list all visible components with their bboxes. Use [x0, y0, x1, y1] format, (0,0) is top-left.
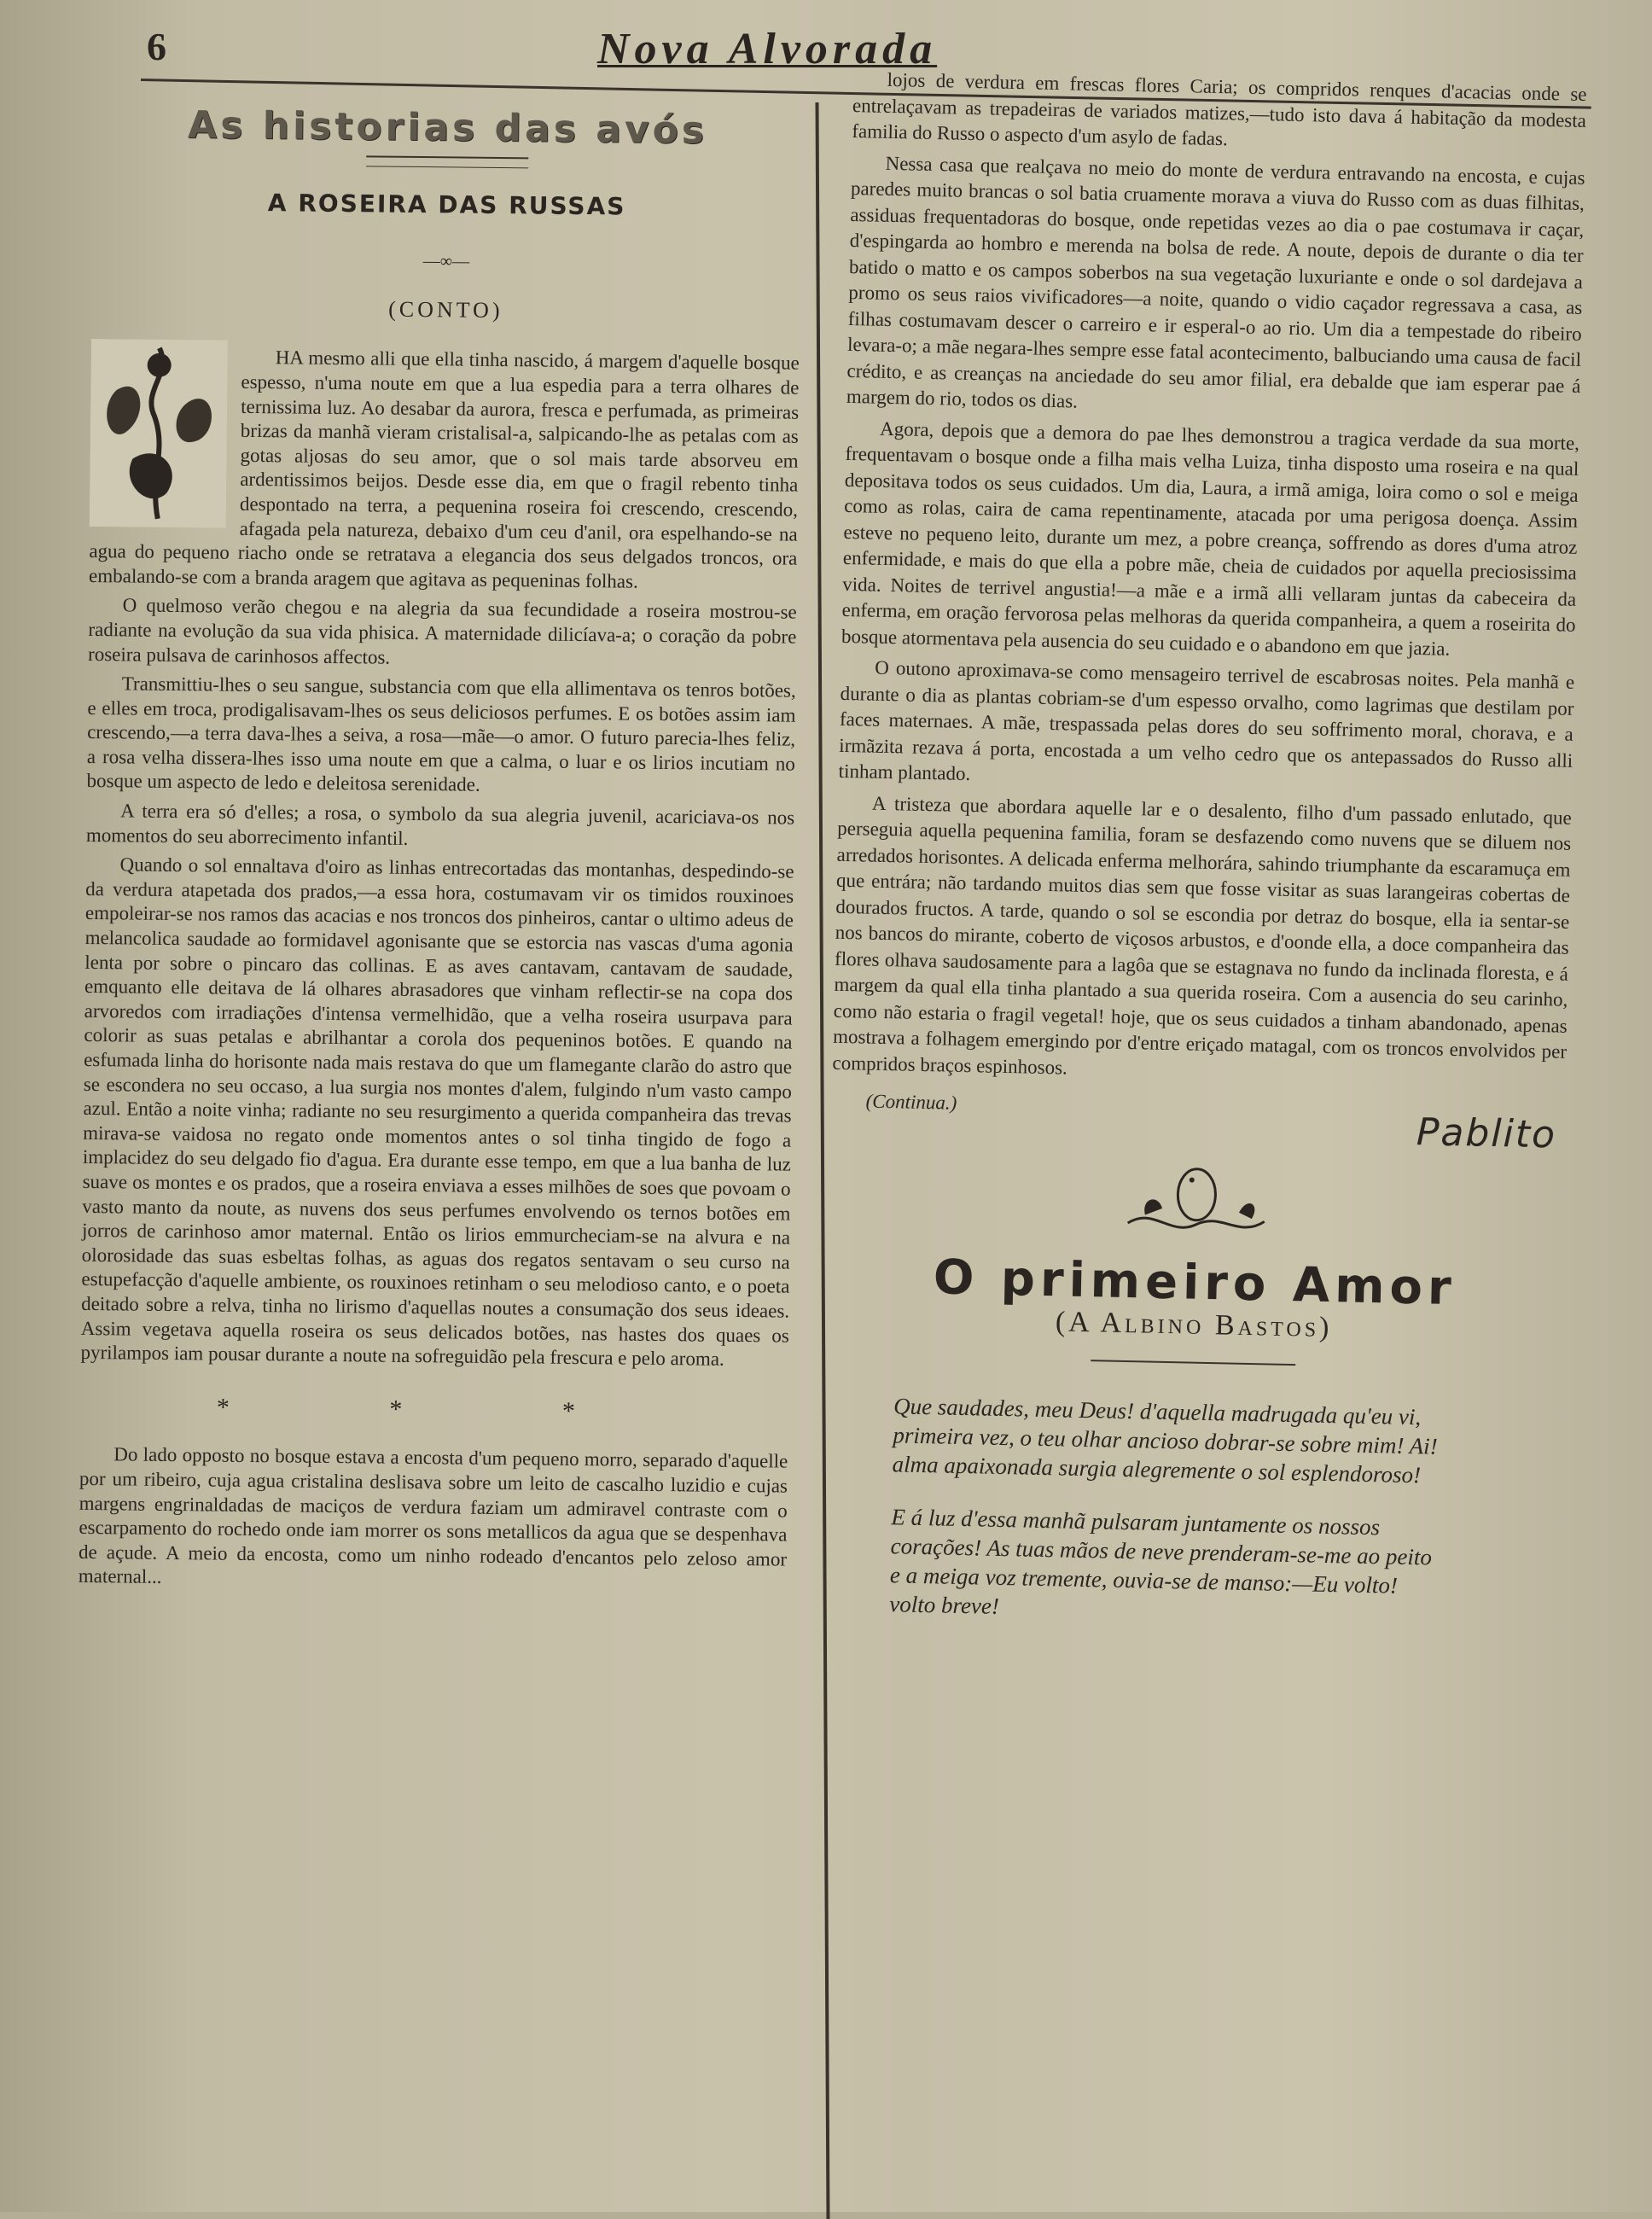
- story-genre: (CONTO): [388, 296, 503, 323]
- paragraph: A tristeza que abordara aquelle lar e o desalento, filho d'um passado enlutado, que perseguia aquella pequenina familia, foram se desfazendo como nuvens que se diluem nos arredados horisontes. A delicada enferma melhorára, sahindo triumphante da escaramuça em que entrára; não tardando muitos dias sem que fosse visitar as suas larangeiras cobertas de dourados fructos. A tarde, quando o sol se escondia por detraz do bosque, ella ia sentar-se nos bancos do mirante, coberto de viçosos arbustos, e d'oonde ella, a doce companheira das flores olhava saudosamente para a lagôa que se estagnava no fundo da inclinada floresta, e á margem da qual ella tinha plantado a sua querida roseira. Com a ausencia do seu carinho, como não estaria o fragil vegetal! hoje, que os seus cuidados a tinham abandonado, apenas mostrava a folhagem emergindo por d'entre eriçado matagal, com os troncos envolvidos per compridos braços espinhosos.: [832, 792, 1573, 1079]
- author-signature: Pablito: [1416, 1110, 1557, 1157]
- poem-rule: [1091, 1360, 1295, 1369]
- section-break: * * *: [216, 1393, 653, 1426]
- left-column: [79, 94, 802, 1601]
- masthead: Nova Alvorada: [597, 25, 938, 73]
- column-divider: [816, 102, 830, 2219]
- right-column: [820, 67, 1586, 1657]
- paragraph: Quando o sol ennaltava d'oiro as linhas entrecortadas das montanhas, despedindo-se da verdura atapetada dos prados,—a essa hora, costumavam vir os timidos rouxinoes empoleirar-se nos ramos das acacias e nos troncos dos pinheiros, cantar o ultimo adeus de melancolica saudade ao formidavel agonisante que se estorcia nas vascas d'uma agonia lenta por sobre o pincaro das collinas. E as aves cantavam, cantavam de saudade, emquanto elle deitava de lá olhares abrasadores que vinham reflectir-se na copa dos arvoredos com irradiações d'intensa vermelhidão, que a velha roseira usurpava para colorir as suas petalas e abrilhantar a corola dos pequeninos botões. E quando na esfumada linha do horisonte nada mais restava do que um flamegante clarão do astro que se escondera no seu occaso, a lua surgia nos montes d'alem, fulgindo n'um vasto campo azul. Então a noite vinha; radiante no seu resurgimento a querida companheira das trevas mirava-se vaidosa no regato onde momentos antes o sol tinha tingido de fogo a implacidez do seu delgado fio d'agua. Era durante esse tempo, em que a lua banha de luz suave os montes e os prados, que a roseira enviava a esses milhões de soes que povoam o vasto manto da noute, as nuvens dos seus perfumes envolvendo os ternos botões em jorros de carinhoso amor maternal. Então os lirios emmurcheciam-se na alvura e na olorosidade das suas esbeltas folhas, as aguas dos regatos sentavam o seu curso na estupefacção d'aquelle ambiente, os rouxinoes retinham o seu melodioso canto, e o poeta deitado sobre a relva, tinha no lirismo d'aquellas noutes a consumação dos seus ideaes. Assim vegetava aquella roseira os seus delicados botões, nas hastes dos quaes os pyrilampos iam pousar durante a noute na sofreguidão pela frescura e pelo aroma.: [80, 853, 794, 1370]
- poem-title: O primeiro Amor: [933, 1249, 1457, 1317]
- page-number: 6: [147, 25, 166, 68]
- rose-illustration-icon: [90, 339, 228, 528]
- paragraph: HA mesmo alli que ella tinha nascido, á margem d'aquelle bosque espesso, n'uma noute em que a lua espedia para a terra olhares de ternissima luz. Ao desabar da aurora, fresca e perfumada, as primeiras brizas da manhã vieram cristalisal-a, salpicando-lhe as petalas com as gotas aljosas do seu amor, que o sol mais tarde absorveu em ardentissimos beijos. Desde esse dia, em que o fragil rebento tinha despontado na terra, a pequenina roseira foi crescendo, crescendo, afagada pela natureza, debaixo d'um ceu d'anil, ora espelhando-se na agua do pequeno riacho onde se retratava a elegancia dos seus delgados troncos, ora embalando-se com a branda aragem que agitava as pequeninas folhas.: [88, 347, 800, 592]
- paragraph: Transmittiu-lhes o seu sangue, substancia com que ella allimentava os tenros botões, e elles em troca, prodigalisavam-lhes os seus deliciosos perfumes. E os botões assim iam crescendo,—a terra dava-lhes a seiva, a rosa—mãe—o amor. O futuro parecia-lhes feliz, a rosa velha dissera-lhes isso uma noute em que a calma, o luar e os lirios incutiam no bosque um aspecto de ledo e deleitosa serenidade.: [86, 673, 796, 796]
- bird-ornament-icon: [1119, 1155, 1274, 1252]
- paragraph: A terra era só d'elles; a rosa, o symbolo da sua alegria juvenil, acariciava-os nos momentos do seu aborrecimento infantil.: [85, 800, 795, 849]
- small-ornament: —∞—: [422, 252, 470, 271]
- poem-stanza: E á luz d'essa manhã pulsaram juntamente os nossos corações! As tuas mãos de neve prenderam-se-me ao peito e a meiga voz tremente, ouvia-se de manso:—Eu volto! volto breve!: [888, 1504, 1433, 1619]
- story-title: A ROSEIRA DAS RUSSAS: [267, 188, 626, 221]
- paragraph: O quelmoso verão chegou e na alegria da sua fecundidade a roseira mostrou-se radiante na evolução da sua vida phisica. A maternidade dilicíava-a; o coração da pobre roseira pulsava de carinhosos affectos.: [87, 594, 797, 668]
- paragraph: Nessa casa que realçava no meio do monte de verdura entravando na encosta, e cujas paredes muito brancas o sol batia cruamente morava a viuva do Russo com as duas filhitas, assiduas frequentadoras do bosque, onde repetidas vezes ao dia o pae costumava ir caçar, d'espingarda ao hombro e merenda na bolsa de rede. A noute, depois de durante o dia ter batido o matto e os campos soberbos na sua vegetação luxuriante e onde o sol dardejava a promo os seus raios vivificadores—a noite, quando o vidio caçador regressava a casa, as filhas costumavam descer o carreiro e ir esperal-o ao rio. Um dia a tempestade do ribeiro levara-o; a mãe negara-lhes sempre esse fatal acontecimento, balbuciando uma causa de facil crédito, e as creanças na anciedade do seu amor filial, era debalde que iam esperar pae á margem do rio, todos os dias.: [846, 152, 1585, 412]
- poem-stanza: Que saudades, meu Deus! d'aquella madrugada qu'eu vi, primeira vez, o teu olhar ancioso dobrar-se sobre mim! Ai! alma apaixonada surgia alegremente o sol esplendoroso!: [892, 1393, 1439, 1488]
- paragraph: Do lado opposto no bosque estava a encosta d'um pequeno morro, separado d'aquelle por um ribeiro, cuja agua cristalina deslisava sobre um leito de cascalho luzidio e cujas margens engrinaldadas de maciços de verdura faziam um admiravel contraste com o escarpamento do rochedo onde iam morrer os sons metallicos da agua que se despenhava de açude. A meio da encosta, como um ninho rodeado d'encantos pelo zeloso amor maternal...: [78, 1443, 788, 1588]
- paragraph: O outono aproximava-se como mensageiro terrivel de escabrosas noites. Pela manhã e durante o dia as plantas cobriam-se d'um espesso orvalho, como lagrimas que destilam por faces maternaes. A mãe, trespassada pelas dores do seu soffrimento moral, chorava, e a irmãzita rezava á porta, encostada a um velho cedro que os antepassados do Russo alli tinham plantado.: [838, 656, 1575, 785]
- continua-note: (Continua.): [865, 1090, 957, 1114]
- paragraph: lojos de verdura em frescas flores Caria; os compridos renques d'acacias onde se entrelaçavam as trepadeiras de variados matizes,—tudo isto dava á habitação da modesta familia do Russo o aspecto d'um asylo de fadas.: [852, 68, 1587, 150]
- section-title: As historias das avós: [187, 103, 708, 153]
- poem-dedication: (A Albino Bastos): [1055, 1305, 1333, 1343]
- title-ornament: [366, 155, 528, 168]
- paragraph: Agora, depois que a demora do pae lhes demonstrou a tragica verdade da sua morte, frequentavam o bosque onde a filha mais velha Luiza, tinha disposto uma roseira e na qual depositava todos os seus cuidados. Um dia, Laura, a irmã amiga, loira como o sol e meiga como as rolas, caira de cama repentinamente, atacada por uma perigosa doença. Assim esteve no pequeno leito, durante um mez, a pobre creança, soffrendo as dores d'uma atroz enfermidade, e mais do que ella a pobre mãe, cheia de cuidados por aquella preciosissima vida. Noites de terrivel angustia!—a mãe e a irmã alli vellaram juntas da cabeceira da enferma, em oração fervorosa pelas melhoras da querida companheira, a quem a roseirita do bosque atormentava pela ausencia do seu cuidado e o abandono em que jazia.: [841, 417, 1580, 660]
